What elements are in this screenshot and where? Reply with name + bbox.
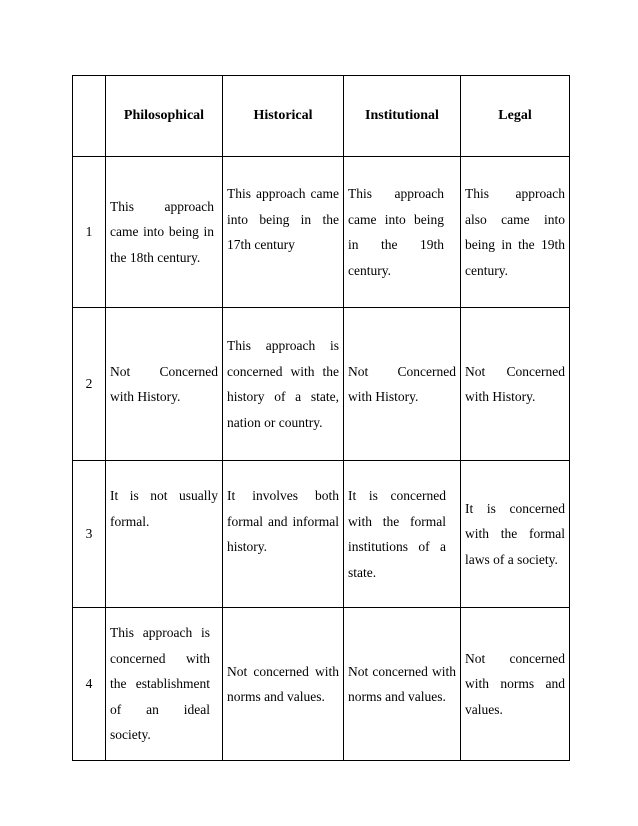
cell-legal: This approach also came into being in the 19th century. <box>461 157 570 308</box>
cell-historical: This approach came into being in the 17th century <box>223 157 344 308</box>
header-cell-historical: Historical <box>223 76 344 157</box>
header-cell-institutional: Institutional <box>344 76 461 157</box>
cell-philosophical: Not Concerned with History. <box>106 308 223 461</box>
row-number: 2 <box>73 308 106 461</box>
header-row <box>73 76 570 157</box>
cell-institutional: Not concerned with norms and values. <box>344 608 461 761</box>
cell-institutional <box>344 461 461 608</box>
table-row <box>73 157 570 308</box>
comparison-table <box>72 75 570 761</box>
cell-text: It is concerned with the formal institutions of a state. <box>348 488 446 580</box>
table-row <box>73 461 570 608</box>
cell-historical: This approach is concerned with the history of a state, nation or country. <box>223 308 344 461</box>
row-number: 4 <box>73 608 106 761</box>
cell-legal: Not Concerned with History. <box>461 308 570 461</box>
cell-historical: Not concerned with norms and values. <box>223 608 344 761</box>
cell-institutional <box>344 157 461 308</box>
cell-text: This approach came into being in the 18th century. <box>110 198 214 265</box>
cell-text: This approach is concerned with the establishment of an ideal society. <box>110 625 210 743</box>
header-cell-number <box>73 76 106 157</box>
header-cell-legal: Legal <box>461 76 570 157</box>
cell-historical: It involves both formal and informal history. <box>223 461 344 608</box>
row-number: 3 <box>73 461 106 608</box>
cell-text: This approach came into being in the 19th century. <box>348 186 444 278</box>
cell-philosophical <box>106 157 223 308</box>
table-row <box>73 608 570 761</box>
header-cell-philosophical: Philosophical <box>106 76 223 157</box>
cell-philosophical: It is not usually formal. <box>106 461 223 608</box>
cell-legal: Not concerned with norms and values. <box>461 608 570 761</box>
cell-legal: It is concerned with the formal laws of a society. <box>461 461 570 608</box>
cell-philosophical <box>106 608 223 761</box>
row-number: 1 <box>73 157 106 308</box>
cell-institutional: Not Concerned with History. <box>344 308 461 461</box>
table-row <box>73 308 570 461</box>
